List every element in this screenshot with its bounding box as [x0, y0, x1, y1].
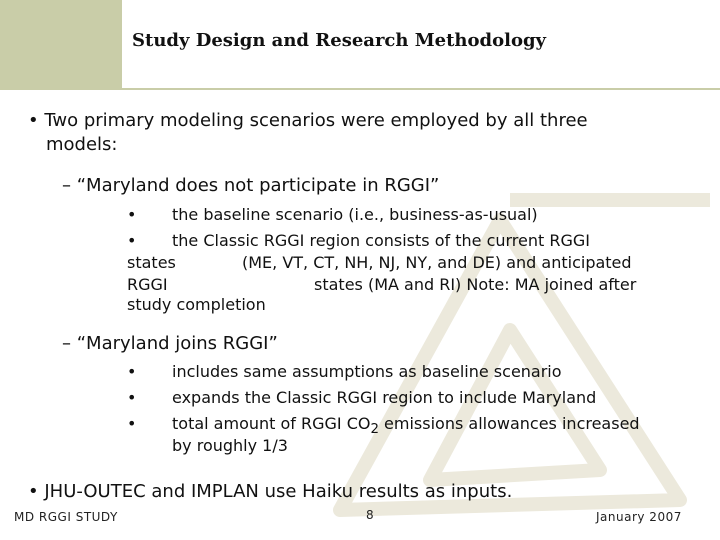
bullet-glyph: •: [28, 481, 39, 502]
sub-2-item-1-glyph: •: [127, 362, 137, 381]
footer-page-number: 8: [366, 508, 374, 522]
sub-1-item-2-line-3a: RGGI: [127, 275, 168, 294]
footer-study-name: MD RGGI STUDY: [14, 510, 118, 524]
sub-2-item-2-text: expands the Classic RGGI region to include Maryland: [172, 388, 597, 407]
sub-1-item-2-line-3b: states (MA and RI) Note: MA joined after: [314, 275, 637, 294]
sub-1-item-2-line-1: the Classic RGGI region consists of the current RGGI: [172, 231, 590, 250]
sub-bullet-2-title: “Maryland joins RGGI”: [76, 333, 278, 354]
sub-2-item-1-text: includes same assumptions as baseline scenario: [172, 362, 562, 381]
header-divider: [0, 88, 720, 90]
bullet-glyph: •: [28, 110, 39, 131]
sub-2-item-2-glyph: •: [127, 388, 137, 407]
bullet-1-line-2: models:: [46, 134, 118, 155]
co2-subscript: 2: [370, 422, 379, 438]
footer-date: January 2007: [596, 510, 682, 524]
sub-1-item-2-line-2b: (ME, VT, CT, NH, NJ, NY, and DE) and anticipated: [242, 253, 632, 272]
sub-2-item-3-glyph: •: [127, 414, 137, 433]
sub-bullet-1-title: “Maryland does not participate in RGGI”: [76, 175, 440, 196]
dash-glyph: –: [62, 175, 71, 196]
bullet-2-line: [28, 481, 512, 502]
sub-1-item-1-text: the baseline scenario (i.e., business-as-usual): [172, 205, 538, 224]
sub-2-item-3-text-b: emissions allowances increased: [378, 414, 640, 433]
sub-bullet-2-line: [62, 333, 278, 354]
sub-1-item-1-glyph: •: [127, 205, 137, 224]
bullet-1-text-1: Two primary modeling scenarios were employed by all three: [44, 110, 588, 131]
bullet-2-text: JHU-OUTEC and IMPLAN use Haiku results as inputs.: [44, 481, 513, 502]
sub-1-item-2-line-4: study completion: [127, 295, 266, 314]
sub-2-item-3-text-a: total amount of RGGI CO: [172, 414, 371, 433]
header-accent-block: [0, 0, 122, 88]
sub-2-item-3-line-2: by roughly 1/3: [172, 436, 288, 455]
slide-title: Study Design and Research Methodology: [132, 30, 547, 51]
sub-1-item-2-glyph: •: [127, 231, 137, 250]
bullet-1-line-1: [28, 110, 588, 131]
sub-1-item-2-line-2a: states: [127, 253, 176, 272]
sub-bullet-1-line: [62, 175, 439, 196]
dash-glyph: –: [62, 333, 71, 354]
sub-2-item-3-line-1: [172, 414, 640, 437]
